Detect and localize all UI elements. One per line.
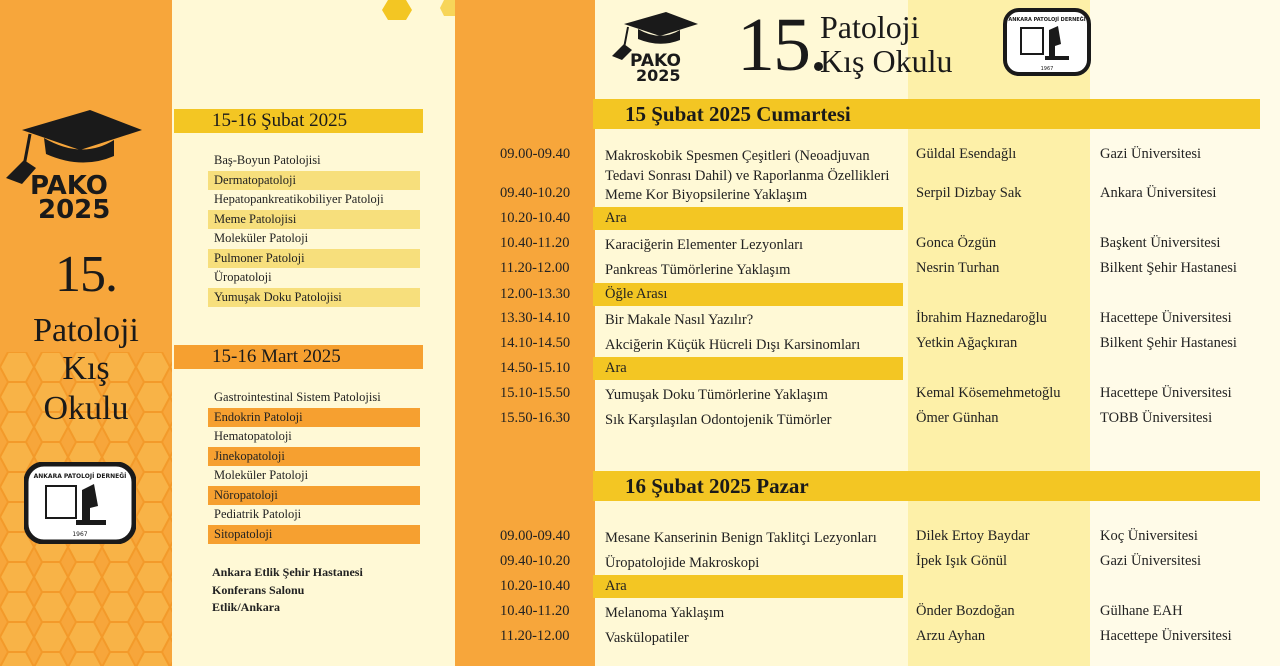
session-institution: Hacettepe Üniversitesi (1100, 310, 1232, 326)
day2-title: 16 Şubat 2025 Pazar (625, 474, 809, 498)
session-speaker: Dilek Ertoy Baydar (916, 528, 1030, 544)
session-institution: Gülhane EAH (1100, 603, 1183, 619)
day1-header (475, 99, 1260, 129)
break-row (475, 283, 903, 306)
session-institution: Bilkent Şehir Hastanesi (1100, 260, 1237, 276)
list-item: Pulmoner Patoloji (208, 249, 420, 269)
list-item: Baş-Boyun Patolojisi (214, 153, 321, 167)
logo-text-year: 2025 (38, 195, 111, 223)
session-topic: Bir Makale Nasıl Yazılır? (605, 312, 754, 328)
session-institution: Koç Üniversitesi (1100, 528, 1198, 544)
session-speaker: Yetkin Ağaçkıran (916, 335, 1018, 351)
list-item: Meme Patolojisi (208, 210, 420, 230)
topics-column (172, 0, 455, 666)
session-topic: Pankreas Tümörlerine Yaklaşım (605, 262, 791, 278)
session-speaker: İbrahim Haznedaroğlu (916, 310, 1047, 326)
session-time: 10.40-11.20 (500, 603, 570, 619)
list-item: Endokrin Patoloji (208, 408, 420, 428)
march-header: 15-16 Mart 2025 (174, 345, 423, 369)
february-header: 15-16 Şubat 2025 (174, 109, 423, 133)
seal-year: 1967 (1040, 66, 1054, 72)
session-time: 15.50-16.30 (500, 410, 571, 426)
venue-line: Konferans Salonu (212, 582, 305, 597)
session-topic: Üropatolojide Makroskopi (605, 555, 760, 571)
day1-title: 15 Şubat 2025 Cumartesi (625, 102, 851, 126)
break-time: 10.20-10.40 (500, 578, 571, 594)
venue-address (212, 564, 363, 617)
list-item: Moleküler Patoloji (214, 468, 309, 482)
session-time: 10.40-11.20 (500, 235, 570, 251)
february-topics (208, 151, 420, 307)
session-institution: Gazi Üniversitesi (1100, 553, 1202, 569)
break-label: Ara (605, 578, 627, 594)
session-speaker: Ömer Günhan (916, 410, 999, 426)
session-topic: Makroskobik Spesmen Çeşitleri (Neoadjuvan Tedavi Sonrası Dahil) ve Raporlanma Özellikleri (605, 148, 890, 184)
session-institution: TOBB Üniversitesi (1100, 410, 1213, 426)
left-banner (0, 0, 172, 666)
day-bar-accent (475, 471, 593, 501)
session-time: 14.10-14.50 (500, 335, 571, 351)
seal-year: 1967 (72, 531, 88, 538)
day2-header (475, 471, 1260, 501)
association-seal (24, 462, 136, 544)
day-bar-accent (475, 99, 593, 129)
session-time: 09.00-09.40 (500, 146, 571, 162)
logo-text-year: 2025 (636, 66, 681, 82)
break-row (475, 207, 903, 230)
break-row (475, 357, 903, 380)
banner-title-number: 15. (55, 246, 117, 303)
session-speaker: Önder Bozdoğan (916, 603, 1015, 619)
list-item: Nöropatoloji (208, 486, 420, 506)
list-item: Hematopatoloji (214, 429, 292, 443)
list-item: Üropatoloji (214, 270, 272, 284)
session-time: 09.00-09.40 (500, 528, 571, 544)
venue-line: Etlik/Ankara (212, 600, 281, 614)
list-item: Yumuşak Doku Patolojisi (208, 288, 420, 308)
session-time: 09.40-10.20 (500, 553, 571, 569)
session-topic: Vaskülopatiler (605, 630, 689, 646)
session-time: 11.20-12.00 (500, 628, 570, 644)
seal-text: ANKARA PATOLOJİ DERNEĞİ (33, 473, 127, 480)
session-institution: Hacettepe Üniversitesi (1100, 628, 1232, 644)
march-topics (208, 388, 420, 544)
session-topic: Akciğerin Küçük Hücreli Dışı Karsinomları (605, 337, 861, 353)
list-item: Sitopatoloji (208, 525, 420, 545)
list-item: Jinekopatoloji (208, 447, 420, 467)
break-row (475, 575, 903, 598)
list-item: Gastrointestinal Sistem Patolojisi (214, 390, 381, 404)
logo-text-pako: PAKO (30, 171, 108, 201)
break-time: 14.50-15.10 (500, 360, 571, 376)
list-item: Moleküler Patoloji (214, 231, 309, 245)
break-time: 12.00-13.30 (500, 286, 571, 302)
decor-hexagon (382, 0, 412, 22)
schedule-title-line1: Patoloji (820, 9, 920, 45)
list-item: Hepatopankreatikobiliyer Patoloji (214, 192, 384, 206)
schedule-title-number: 15. (737, 3, 826, 87)
session-speaker: İpek Işık Gönül (916, 553, 1008, 569)
session-speaker: Nesrin Turhan (916, 260, 1000, 276)
session-institution: Ankara Üniversitesi (1100, 185, 1217, 201)
logo-text-pako: PAKO (630, 51, 681, 71)
pako-logo (2, 108, 147, 223)
break-time: 10.20-10.40 (500, 210, 571, 226)
list-item: Pediatrik Patoloji (214, 507, 302, 521)
session-institution: Hacettepe Üniversitesi (1100, 385, 1232, 401)
list-item: Dermatopatoloji (208, 171, 420, 191)
session-topic: Meme Kor Biyopsilerine Yaklaşım (605, 187, 808, 203)
session-speaker: Serpil Dizbay Sak (916, 185, 1022, 201)
session-speaker: Güldal Esendağlı (916, 146, 1017, 162)
session-time: 11.20-12.00 (500, 260, 570, 276)
session-time: 13.30-14.10 (500, 310, 571, 326)
session-topic: Mesane Kanserinin Benign Taklitçi Lezyonları (605, 530, 877, 546)
session-speaker: Arzu Ayhan (916, 628, 986, 644)
session-time: 09.40-10.20 (500, 185, 571, 201)
schedule-title-line2: Kış Okulu (820, 43, 953, 79)
session-topic: Karaciğerin Elementer Lezyonları (605, 237, 804, 253)
association-seal-small (1003, 8, 1091, 76)
banner-title-line1: Patoloji (33, 312, 139, 349)
break-label: Ara (605, 210, 627, 226)
session-topic: Yumuşak Doku Tümörlerine Yaklaşım (605, 387, 828, 403)
session-institution: Gazi Üniversitesi (1100, 146, 1202, 162)
venue-line: Ankara Etlik Şehir Hastanesi (212, 565, 363, 579)
banner-title-line3: Okulu (43, 390, 129, 427)
session-topic: Sık Karşılaşılan Odontojenik Tümörler (605, 412, 832, 428)
seal-text: ANKARA PATOLOJİ DERNEĞİ (1008, 17, 1086, 23)
session-time: 15.10-15.50 (500, 385, 571, 401)
break-label: Öğle Arası (605, 286, 668, 302)
pako-logo-small (610, 10, 700, 82)
session-speaker: Gonca Özgün (916, 235, 997, 251)
break-label: Ara (605, 360, 627, 376)
session-topic: Melanoma Yaklaşım (605, 605, 725, 621)
session-speaker: Kemal Kösemehmetoğlu (916, 385, 1061, 401)
session-institution: Bilkent Şehir Hastanesi (1100, 335, 1237, 351)
schedule-panel (455, 0, 1280, 666)
banner-title-line2: Kış (62, 350, 110, 387)
session-institution: Başkent Üniversitesi (1100, 235, 1221, 251)
